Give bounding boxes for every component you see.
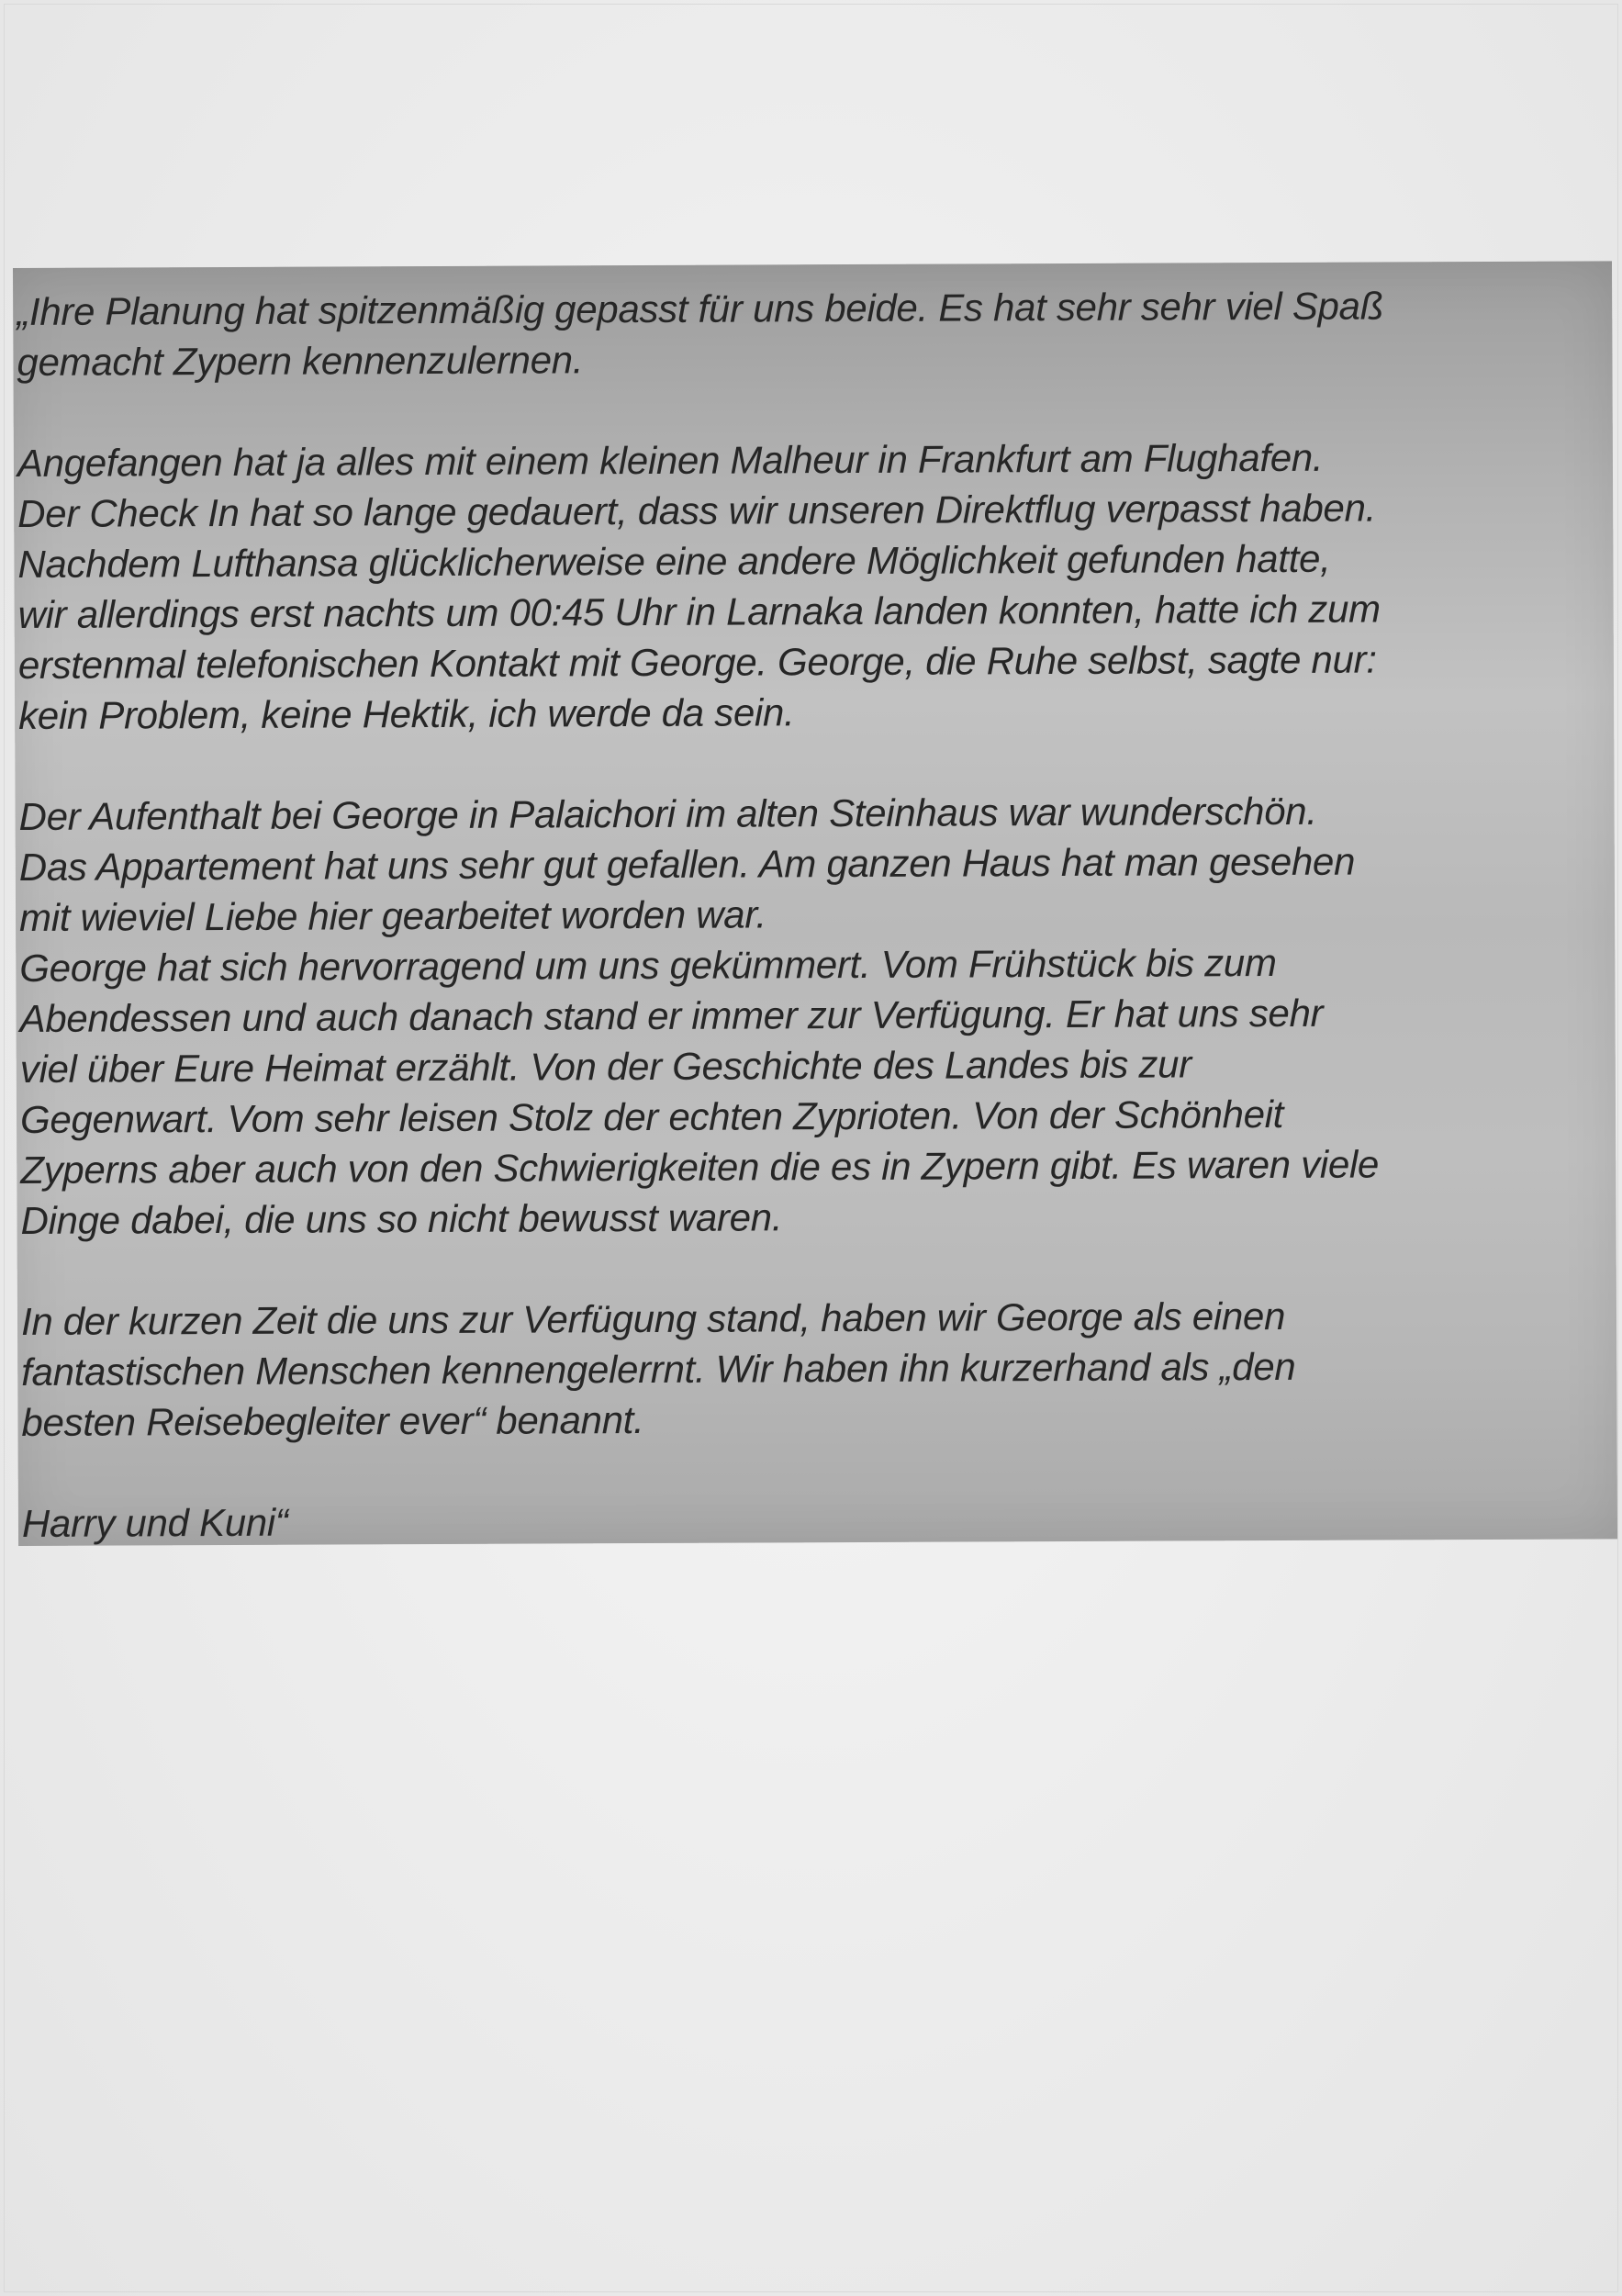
testimonial-panel <box>13 261 1617 1546</box>
paragraph-greeting: „Ihre Planung hat spitzenmäßig gepasst für uns beide. Es hat sehr sehr viel Spaß gemacht Zypern kennenzulernen. <box>17 284 1384 384</box>
signature: Harry und Kuni“ <box>21 1500 288 1545</box>
paragraph-arrival: Angefangen hat ja alles mit einem kleinen Malheur in Frankfurt am Flughafen. Der Check In hat so lange gedauert, dass wir unseren Direktflug verpasst haben. Nachdem Lufthansa glücklicherweise eine andere Möglichkeit gefunden hatte, wir allerdings erst nachts um 00:45 Uhr in Larnaka landen konnten, hatte ich zum erstenmal telefonischen Kontakt mit George. George, die Ruhe selbst, sagte nur: kein Problem, keine Hektik, ich werde da sein. <box>17 435 1381 737</box>
paragraph-stay: Der Aufenthalt bei George in Palaichori im alten Steinhaus war wunderschön. Das Appartement hat uns sehr gut gefallen. Am ganzen Haus hat man gesehen mit wieviel Liebe hier gearbeitet worden war. George hat sich hervorragend um uns gekümmert. Vom Frühstück bis zum Abendessen und auch danach stand er immer zur Verfügung. Er hat uns sehr viel über Eure Heimat erzählt. Von der Geschichte des Landes bis zur Gegenwart. Vom sehr leisen Stolz der echten Zyprioten. Von der Schönheit Zyperns aber auch von den Schwierigkeiten die es in Zypern gibt. Es waren viele Dinge dabei, die uns so nicht bewusst waren. <box>18 789 1380 1242</box>
paragraph-conclusion: In der kurzen Zeit die uns zur Verfügung stand, haben wir George als einen fantastischen Menschen kennengelerrnt. Wir haben ihn kurzerhand als „den besten Reisebegleiter ever“ benannt. <box>20 1294 1296 1444</box>
